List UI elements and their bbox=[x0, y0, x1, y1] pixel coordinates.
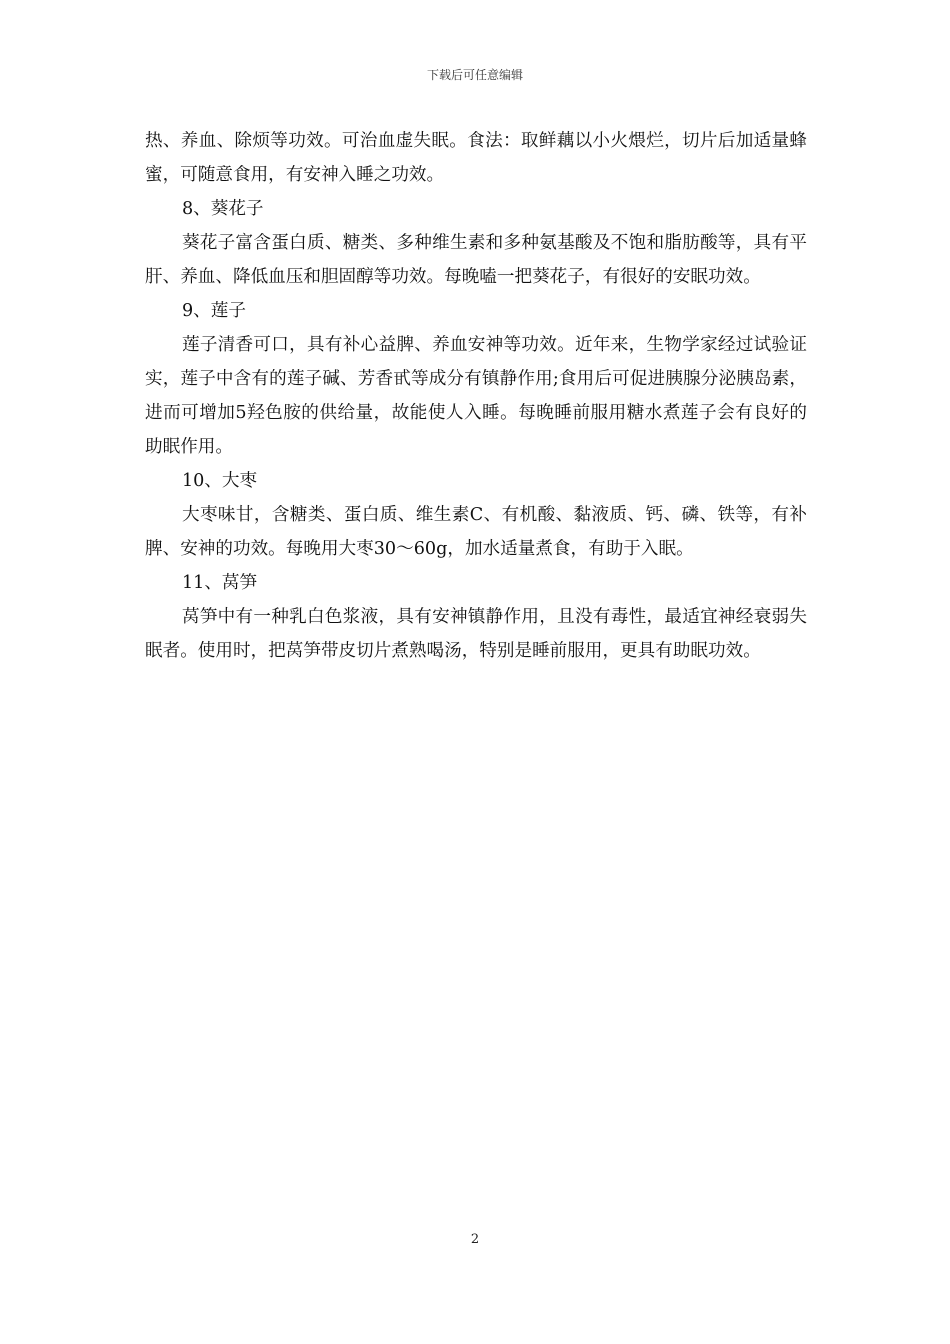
section-heading-10: 10、大枣 bbox=[181, 471, 258, 491]
section-heading-11: 11、莴笋 bbox=[181, 573, 258, 593]
section-heading-8: 8、葵花子 bbox=[181, 199, 264, 219]
paragraph-11: 莴笋中有一种乳白色浆液，具有安神镇静作用，且没有毒性，最适宜神经衰弱失眠者。使用时，把莴笋带皮切片煮熟喝汤，特别是睡前服用，更具有助眠功效。 bbox=[145, 607, 807, 661]
paragraph-9: 莲子清香可口，具有补心益脾、养血安神等功效。近年来，生物学家经过试验证实，莲子中含有的莲子碱、芳香甙等成分有镇静作用;食用后可促进胰腺分泌胰岛素，进而可增加5羟色胺的供给量，故能使人入睡。每晚睡前服用糖水煮莲子会有良好的助眠作用。 bbox=[145, 335, 807, 457]
paragraph-8: 葵花子富含蛋白质、糖类、多种维生素和多种氨基酸及不饱和脂肪酸等，具有平肝、养血、降低血压和胆固醇等功效。每晚嗑一把葵花子，有很好的安眠功效。 bbox=[145, 233, 807, 287]
document-body bbox=[145, 124, 807, 668]
page-header: 下载后可任意编辑 bbox=[426, 68, 523, 82]
section-heading-9: 9、莲子 bbox=[181, 301, 246, 321]
paragraph-10: 大枣味甘，含糖类、蛋白质、维生素C、有机酸、黏液质、钙、磷、铁等，有补脾、安神的功效。每晚用大枣30～60g，加水适量煮食，有助于入眠。 bbox=[145, 505, 807, 559]
page-number: 2 bbox=[470, 1232, 480, 1247]
paragraph-intro: 热、养血、除烦等功效。可治血虚失眠。食法：取鲜藕以小火煨烂，切片后加适量蜂蜜，可随意食用，有安神入睡之功效。 bbox=[145, 131, 807, 185]
